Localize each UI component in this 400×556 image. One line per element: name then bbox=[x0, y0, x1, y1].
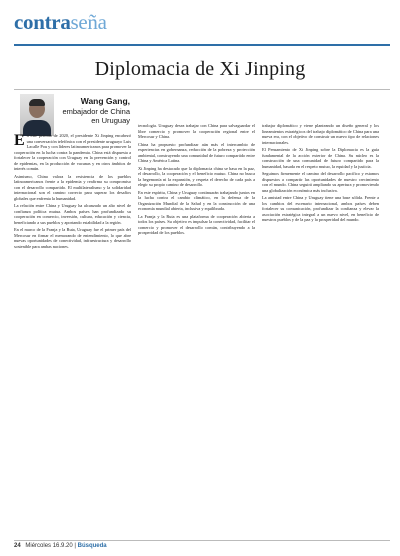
footer-rule bbox=[14, 540, 390, 541]
paragraph: La amistad entre China y Uruguay tiene una base sólida. Frente a los cambios del escenario internacional, ambos países deben fortalecer su comunicación, profundizar la confianza y elevar la asociación estratégica integral a un nuevo nivel, en beneficio de nuestros pueblos y de la paz y la prosperidad del mundo. bbox=[262, 195, 379, 222]
paragraph-text: n este periodo de 2020, el presidente Xi Jinping encabezó una conversación telefónica con el presidente uruguayo Luis Lacalle Pou y con líderes latinoamericanos para promover la cooperación en la lucha contra la pandemia. China está dispuesta a fortalecer la cooperación con Uruguay en la prevención y control de epidemias, en la producción de vacunas y en otros ámbitos de interés común. bbox=[14, 133, 131, 171]
article-column-1 bbox=[14, 133, 131, 533]
paragraph: trabajar diplomático y viene planteando un diseño general y los lineamientos estratégicos del trabajo diplomático de China para una nueva era, con el objetivo de construir un nuevo tipo de relaciones internacionales. bbox=[262, 123, 379, 145]
article-column-2 bbox=[138, 123, 255, 533]
publication-name: Búsqueda bbox=[77, 543, 107, 549]
section-kicker-light: seña bbox=[70, 10, 107, 34]
paragraph: El Pensamiento de Xi Jinping sobre la Diplomacia es la guía fundamental de la acción exterior de China. Su núcleo es la construcción de una comunidad de futuro compartido para la humanidad, basada en el respeto mutuo, la equidad y la justicia. bbox=[262, 147, 379, 169]
author-byline bbox=[60, 97, 130, 126]
section-kicker-bold: contra bbox=[14, 10, 71, 34]
paragraph: Xi Jinping ha destacado que la diplomacia china se basa en la paz, el desarrollo, la cooperación y el beneficio mutuo. China no busca la hegemonía ni la expansión, y respeta el derecho de cada país a elegir su propio camino de desarrollo. bbox=[138, 165, 255, 187]
drop-cap: E bbox=[14, 133, 25, 149]
issue-date: Miércoles 16.9.20 bbox=[25, 543, 73, 549]
paragraph: Seguimos firmemente el camino del desarrollo pacífico y estamos dispuestos a compartir las oportunidades de nuestro crecimiento con el mundo. China seguirá ampliando su apertura y promoviendo una globalización económica más inclusiva. bbox=[262, 171, 379, 193]
author-name: Wang Gang, bbox=[80, 96, 130, 106]
section-header bbox=[14, 10, 390, 50]
page-number: 24 bbox=[14, 543, 21, 549]
article-column-3 bbox=[262, 123, 379, 533]
paragraph: La relación entre China y Uruguay ha alcanzado un alto nivel de confianza política mutua. Ambos países han profundizado su cooperación en comercio, inversión, cultura, educación y ciencia, beneficiando a sus pueblos y aportando estabilidad a la región. bbox=[14, 203, 131, 225]
article-body bbox=[14, 123, 390, 533]
paragraph: En este espíritu, China y Uruguay continuarán trabajando juntos en la lucha contra el cambio climático, en la defensa de la Organización Mundial de la Salud y en la construcción de una economía mundial abierta, inclusiva y equilibrada. bbox=[138, 189, 255, 211]
paragraph: tecnología. Uruguay desea trabajar con China para salvaguardar el libre comercio y promover la cooperación regional entre el Mercosur y China. bbox=[138, 123, 255, 139]
paragraph: China ha propuesto profundizar aún más el intercambio de experiencias en gobernanza, reducción de la pobreza y protección ambiental, construyendo una comunidad de futuro compartido entre China y América Latina. bbox=[138, 141, 255, 163]
page-footer: 24 Miércoles 16.9.20 | Búsqueda bbox=[14, 543, 107, 549]
paragraph bbox=[14, 133, 131, 172]
paragraph: Asimismo, China valora la resistencia de los pueblos latinoamericanos frente a la epidemia y reafirma su compromiso con el desarrollo compartido. El multilateralismo y la solidaridad internacional son el camino correcto para superar los desafíos globales que enfrenta la humanidad. bbox=[14, 173, 131, 201]
article-title: Diplomacia de Xi Jinping bbox=[94, 58, 306, 80]
header-rule bbox=[14, 44, 390, 46]
paragraph: La Franja y la Ruta es una plataforma de cooperación abierta a todos los países. Su objetivo es impulsar la conectividad, facilitar el comercio y promover el desarrollo común, contribuyendo a la prosperidad de los pueblos. bbox=[138, 213, 255, 235]
paragraph: En el marco de la Franja y la Ruta, Uruguay fue el primer país del Mercosur en firmar el memorando de entendimiento, lo que abre nuevas oportunidades de conectividad, infraestructura y desarrollo sostenible para ambas naciones. bbox=[14, 227, 131, 249]
author-role: embajador de China en Uruguay bbox=[62, 106, 130, 125]
section-kicker bbox=[14, 10, 107, 35]
title-rule bbox=[14, 89, 390, 90]
